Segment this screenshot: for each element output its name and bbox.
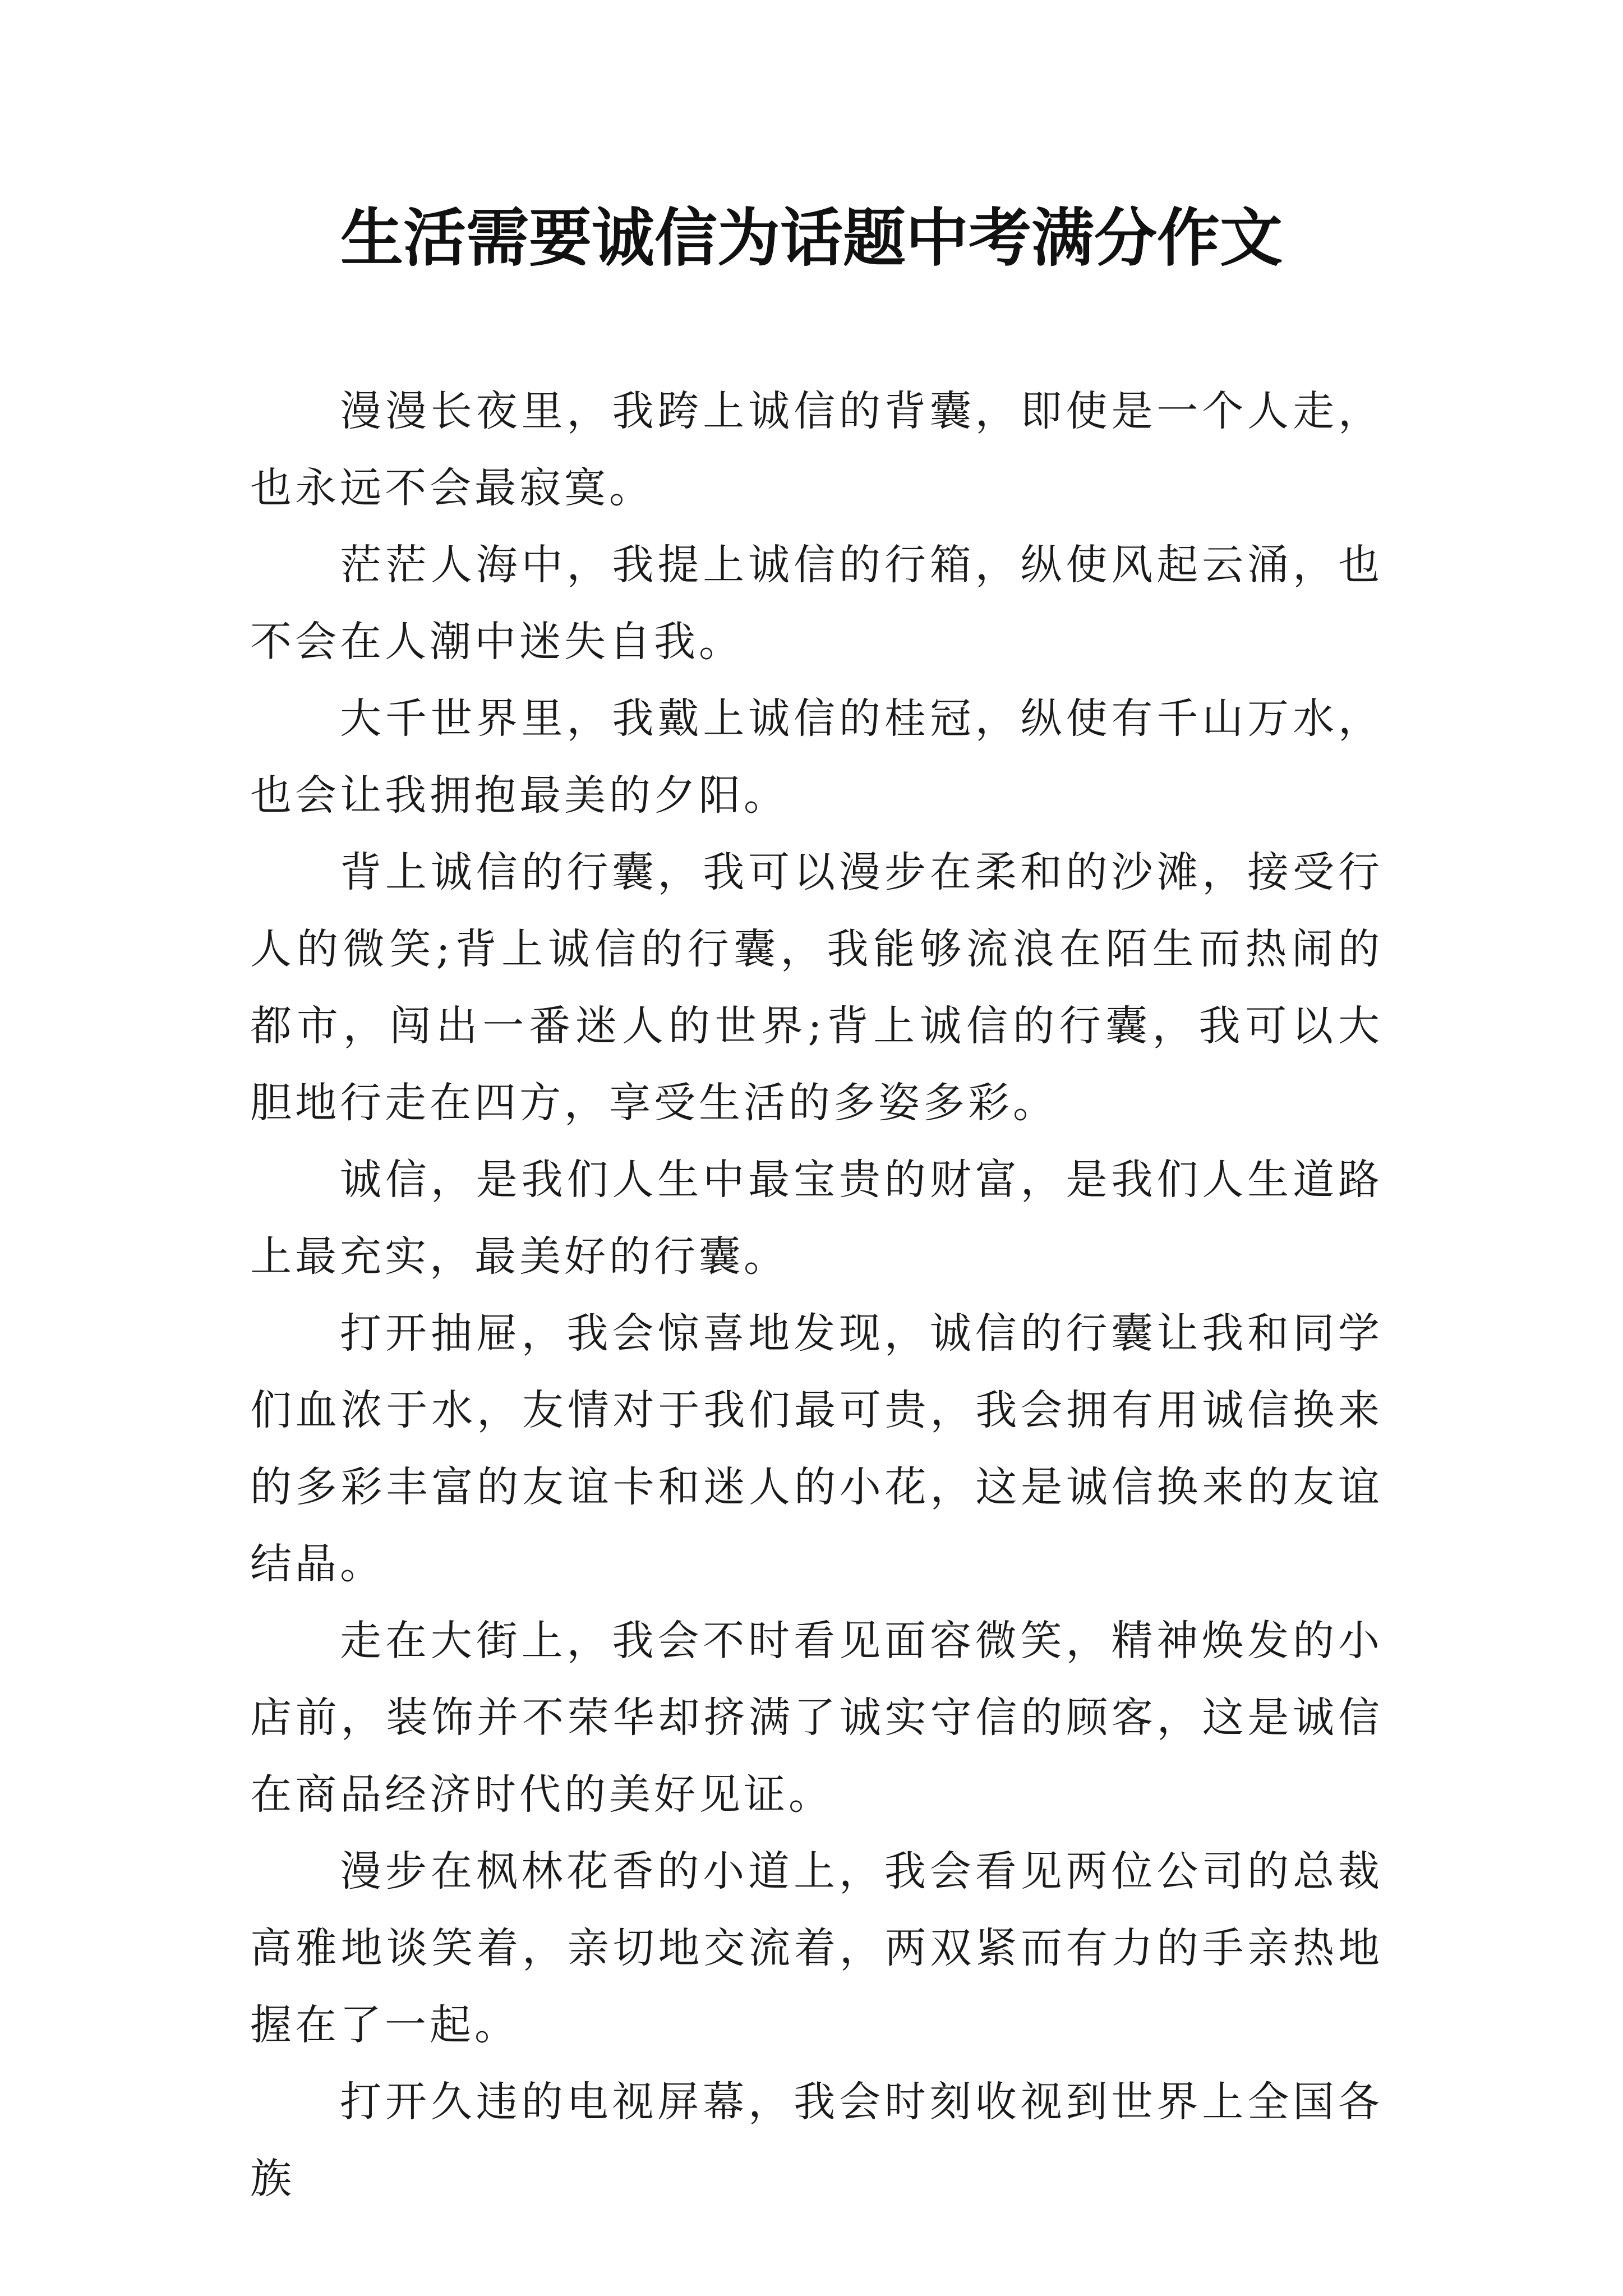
paragraph: 走在大街上，我会不时看见面容微笑，精神焕发的小店前，装饰并不荣华却挤满了诚实守信的顾客，这是诚信在商品经济时代的美好见证。	[250, 1617, 1383, 1819]
paragraph: 打开久违的电视屏幕，我会时刻收视到世界上全国各族	[250, 2078, 1383, 2203]
paragraph: 大千世界里，我戴上诚信的桂冠，纵使有千山万水，也会让我拥抱最美的夕阳。	[250, 694, 1383, 820]
paragraph: 漫步在枫林花香的小道上，我会看见两位公司的总裁高雅地谈笑着，亲切地交流着，两双紧而有力的手亲热地握在了一起。	[250, 1847, 1383, 2049]
paragraph: 诚信，是我们人生中最宝贵的财富，是我们人生道路上最充实，最美好的行囊。	[250, 1156, 1383, 1281]
document-body	[250, 373, 1383, 2217]
paragraph: 漫漫长夜里，我跨上诚信的背囊，即使是一个人走，也永远不会最寂寞。	[250, 387, 1383, 512]
paragraph: 茫茫人海中，我提上诚信的行箱，纵使风起云涌，也不会在人潮中迷失自我。	[250, 541, 1383, 666]
paragraph: 打开抽屉，我会惊喜地发现，诚信的行囊让我和同学们血浓于水，友情对于我们最可贵，我会拥有用诚信换来的多彩丰富的友谊卡和迷人的小花，这是诚信换来的友谊结晶。	[250, 1309, 1383, 1588]
paragraph: 背上诚信的行囊，我可以漫步在柔和的沙滩，接受行人的微笑;背上诚信的行囊，我能够流浪在陌生而热闹的都市，闯出一番迷人的世界;背上诚信的行囊，我可以大胆地行走在四方，享受生活的多姿多彩。	[250, 848, 1383, 1127]
document-title: 生活需要诚信为话题中考满分作文	[340, 202, 1283, 275]
